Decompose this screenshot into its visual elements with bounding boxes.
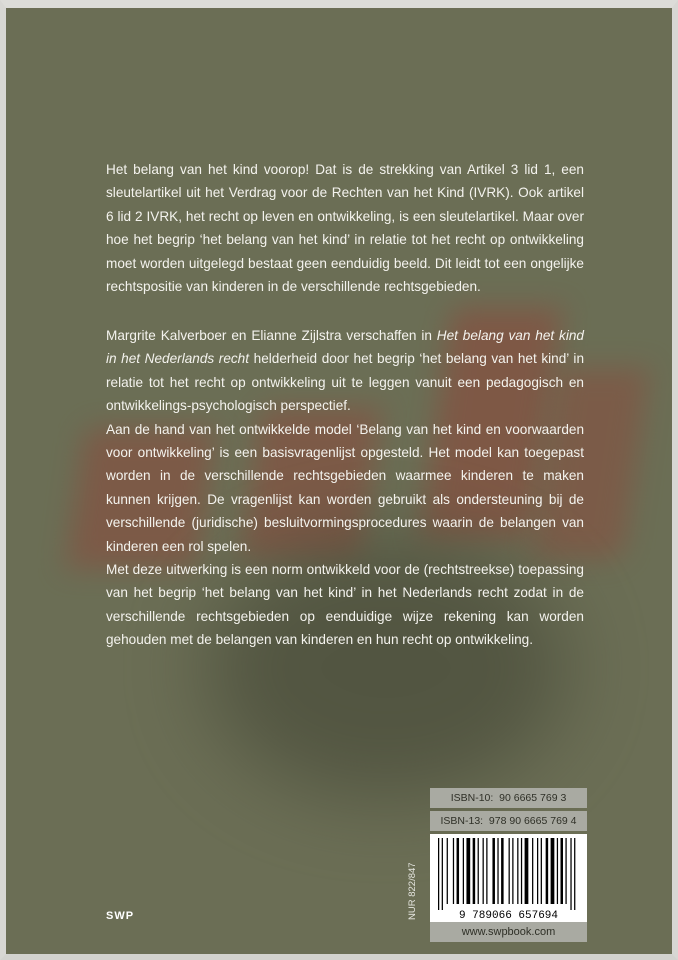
blurb-text: Het belang van het kind voorop! Dat is de strekking van Artikel 3 lid 1, een sleutelartikel uit het Verdrag voor de Rechten van het Kind (IVRK). Ook artikel 6 lid 2 IVRK, het recht op leven en ontwikkeling, is een sleutelartikel. Maar over hoe het begrip ‘het belang van het kind’ in relatie tot het recht op ontwikkeling moet worden uitgelegd bestaat geen eenduidig beeld. Dit leidt tot een ongelijke rechtspositie van kinderen in de verschillende rechtsgebieden. <box>106 162 584 295</box>
barcode-bar <box>463 838 464 904</box>
barcode-bar <box>521 838 522 904</box>
barcode-bar <box>486 838 487 904</box>
barcode-bar <box>492 838 495 904</box>
barcode-bar <box>574 838 575 910</box>
isbn-13-label: ISBN-13: 978 90 6665 769 4 <box>430 811 587 831</box>
barcode-bar <box>509 838 510 904</box>
barcode-bar <box>512 838 513 904</box>
barcode-bar <box>457 838 460 904</box>
barcode-bar <box>497 838 498 904</box>
barcode-bar <box>551 838 555 904</box>
barcode-bar <box>557 838 558 904</box>
barcode-digits: 9 789066 657694 <box>458 910 559 922</box>
barcode-bar <box>541 838 542 904</box>
barcode-bar <box>532 838 533 904</box>
barcode-bar <box>525 838 529 904</box>
barcode-bar <box>570 838 571 910</box>
barcode-bar <box>453 838 454 904</box>
blurb-paragraph-2 <box>106 324 584 652</box>
blurb-text-rest: helderheid door het begrip ‘het belang van het kind’ in relatie tot het recht op ontwikkeling uit te leggen vanuit een pedagogisch en ontwikkelings-psychologisch perspectief. <box>106 351 584 414</box>
barcode-bar <box>473 838 476 904</box>
barcode-bar <box>478 838 479 904</box>
barcode-bar <box>537 838 538 904</box>
isbn-10-label: ISBN-10: 90 6665 769 3 <box>430 788 587 808</box>
barcode-bar <box>546 838 549 904</box>
barcode-bar <box>565 838 566 904</box>
authors-text: Margrite Kalverboer en Elianne Zijlstra verschaffen in <box>106 328 437 343</box>
barcode-bar <box>442 838 443 910</box>
barcode-bar <box>438 838 439 910</box>
publisher-url: www.swpbook.com <box>430 922 587 942</box>
blurb-text-model: Aan de hand van het ontwikkelde model ‘Belang van het kind en voorwaarden voor ontwikkeling’ is een basisvragenlijst opgesteld. Het model kan toegepast worden in de verschillende rechtsgebieden waarmee kinderen te maken kunnen krijgen. De vragenlijst kan worden gebruikt als ondersteuning bij de verschillende (juridische) besluitvormingsprocedures waarin de belangen van kinderen een rol spelen. <box>106 421 584 554</box>
barcode-bar <box>501 838 504 904</box>
book-title: Het belang van het kind in het Nederlands recht <box>106 328 584 367</box>
nur-code <box>404 836 418 922</box>
barcode <box>430 834 587 922</box>
nur-code-text: NUR 822/847 <box>407 862 418 920</box>
blurb-text-authors <box>106 324 584 418</box>
barcode-bars <box>438 838 575 910</box>
barcode-bar <box>561 838 564 904</box>
barcode-bar <box>483 838 484 904</box>
publisher-logo: SWP <box>106 910 135 922</box>
blurb-paragraph-1 <box>106 158 584 298</box>
barcode-bar <box>517 838 518 904</box>
barcode-bar <box>466 838 470 904</box>
barcode-bar <box>447 838 448 904</box>
blurb-text-norm: Met deze uitwerking is een norm ontwikkeld voor de (rechtstreekse) toepassing van het begrip ‘het belang van het kind’ in het Nederlands recht zodat in de verschillende rechtsgebieden op eenduidige wijze rekening kan worden gehouden met de belangen van kinderen en hun recht op ontwikkeling. <box>106 562 584 648</box>
